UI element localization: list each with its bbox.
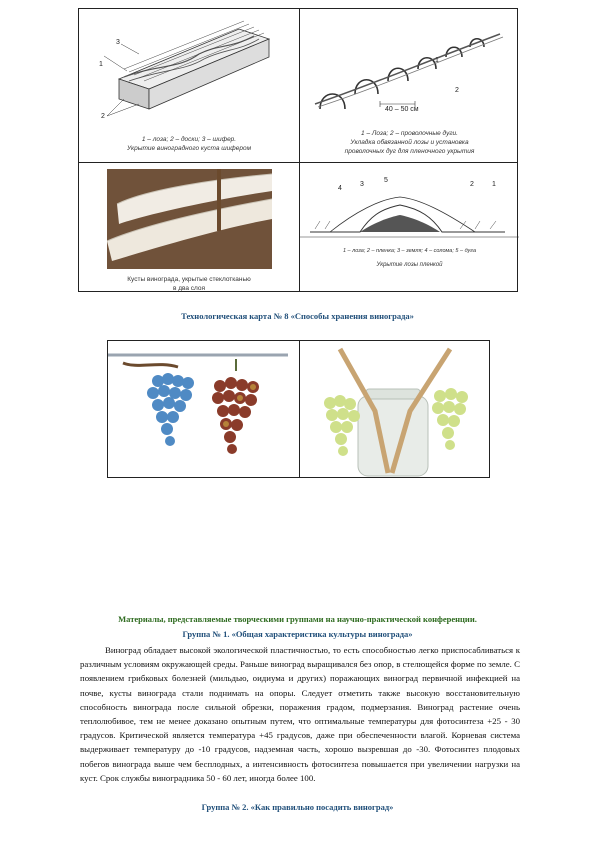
figure-caption xyxy=(79,135,299,153)
callout-number: 4 xyxy=(338,185,342,192)
caption-line: проволочных дуг для пленочного укрытия xyxy=(344,148,475,155)
dimension-label: 40 – 50 см xyxy=(385,106,419,113)
figure-slate-cover xyxy=(79,9,299,162)
callout-number: 5 xyxy=(384,177,388,184)
group1-paragraph: Виноград обладает высокой экологической пластичностью, то есть способностью легко приспосабливаться к различным условиям окружающей среды. Раньше виноград выращивался без опор, в стелющейся форме по земле. С появлением грибковых болезней (мильдью, оидиума и других) поражающих виноград первичной инфекцией на почве, кусты винограда стали поднимать на опоры. Следует отметить также высокую восстановительную способность винограда после сильной обрезки, поражения градом, подмерзания. Виноград растение очень теплолюбивое, тем не менее доказано опытным путем, что оптимальные температуры для фотосинтеза +25 - 30 градусов. Критической является температура +45 градусов, даже при обеспеченности влагой. Корневая система выдерживает температуру до -10 градусов, надземная часть, хорошо вызревшая до -30. Фотосинтез плодовых побегов винограда выше чем бесплодных, а интенсивность фотосинтеза повышается при увеличении нагрузки на куст. Срок службы виноградника 50 - 60 лет, иногда более 100. xyxy=(80,645,520,783)
grapes-in-jar-image xyxy=(300,341,489,477)
covered-bushes-photo xyxy=(107,169,272,269)
caption-line: в два слоя xyxy=(172,285,206,292)
group1-heading: Группа № 1. «Общая характеристика культуры винограда» xyxy=(182,629,413,639)
grapes-in-jar-photo xyxy=(300,341,489,477)
callout-number: 1 xyxy=(99,61,103,68)
callout-number: 3 xyxy=(360,181,364,188)
callout-number: 3 xyxy=(116,39,120,46)
figure-caption: Укрытие лозы пленкой xyxy=(376,262,443,268)
callout-number: 2 xyxy=(455,87,459,94)
figure-legend: 1 – лоза; 2 – пленка; 3 – земля; 4 – солома; 5 – дуга xyxy=(342,248,477,254)
figure-table xyxy=(78,8,518,292)
slate-cover-drawing xyxy=(79,9,299,129)
figure-caption xyxy=(79,275,299,293)
callout-number: 2 xyxy=(470,181,474,188)
hanging-grapes-image xyxy=(108,341,299,477)
figure-fiberglass-cover xyxy=(79,163,299,293)
callout-number: 1 xyxy=(435,57,439,64)
caption-line: Укрытие виноградного куста шифером xyxy=(126,145,252,152)
film-cover-drawing xyxy=(300,177,519,247)
figure-wire-arcs xyxy=(300,9,519,162)
figure-caption xyxy=(300,129,519,156)
materials-heading: Материалы, представляемые творческими группами на научно-практической конференции. xyxy=(118,614,477,624)
photo-table xyxy=(107,340,490,478)
hanging-grapes-photo xyxy=(108,341,299,477)
callout-number: 1 xyxy=(492,181,496,188)
caption-line: Кусты винограда, укрытые стеклотканью xyxy=(127,276,251,283)
caption-line: 1 – лоза; 2 – доски; 3 – шифер. xyxy=(141,136,237,143)
caption-line: Укладка обвязанной лозы и установка xyxy=(350,139,469,146)
caption-line: 1 – Лоза; 2 – проволочные дуги. xyxy=(361,130,458,137)
technology-card-title: Технологическая карта № 8 «Способы хранения винограда» xyxy=(181,311,414,321)
group2-heading: Группа № 2. «Как правильно посадить виноград» xyxy=(201,802,394,812)
callout-number: 2 xyxy=(101,113,105,120)
figure-film-cover xyxy=(300,163,519,293)
